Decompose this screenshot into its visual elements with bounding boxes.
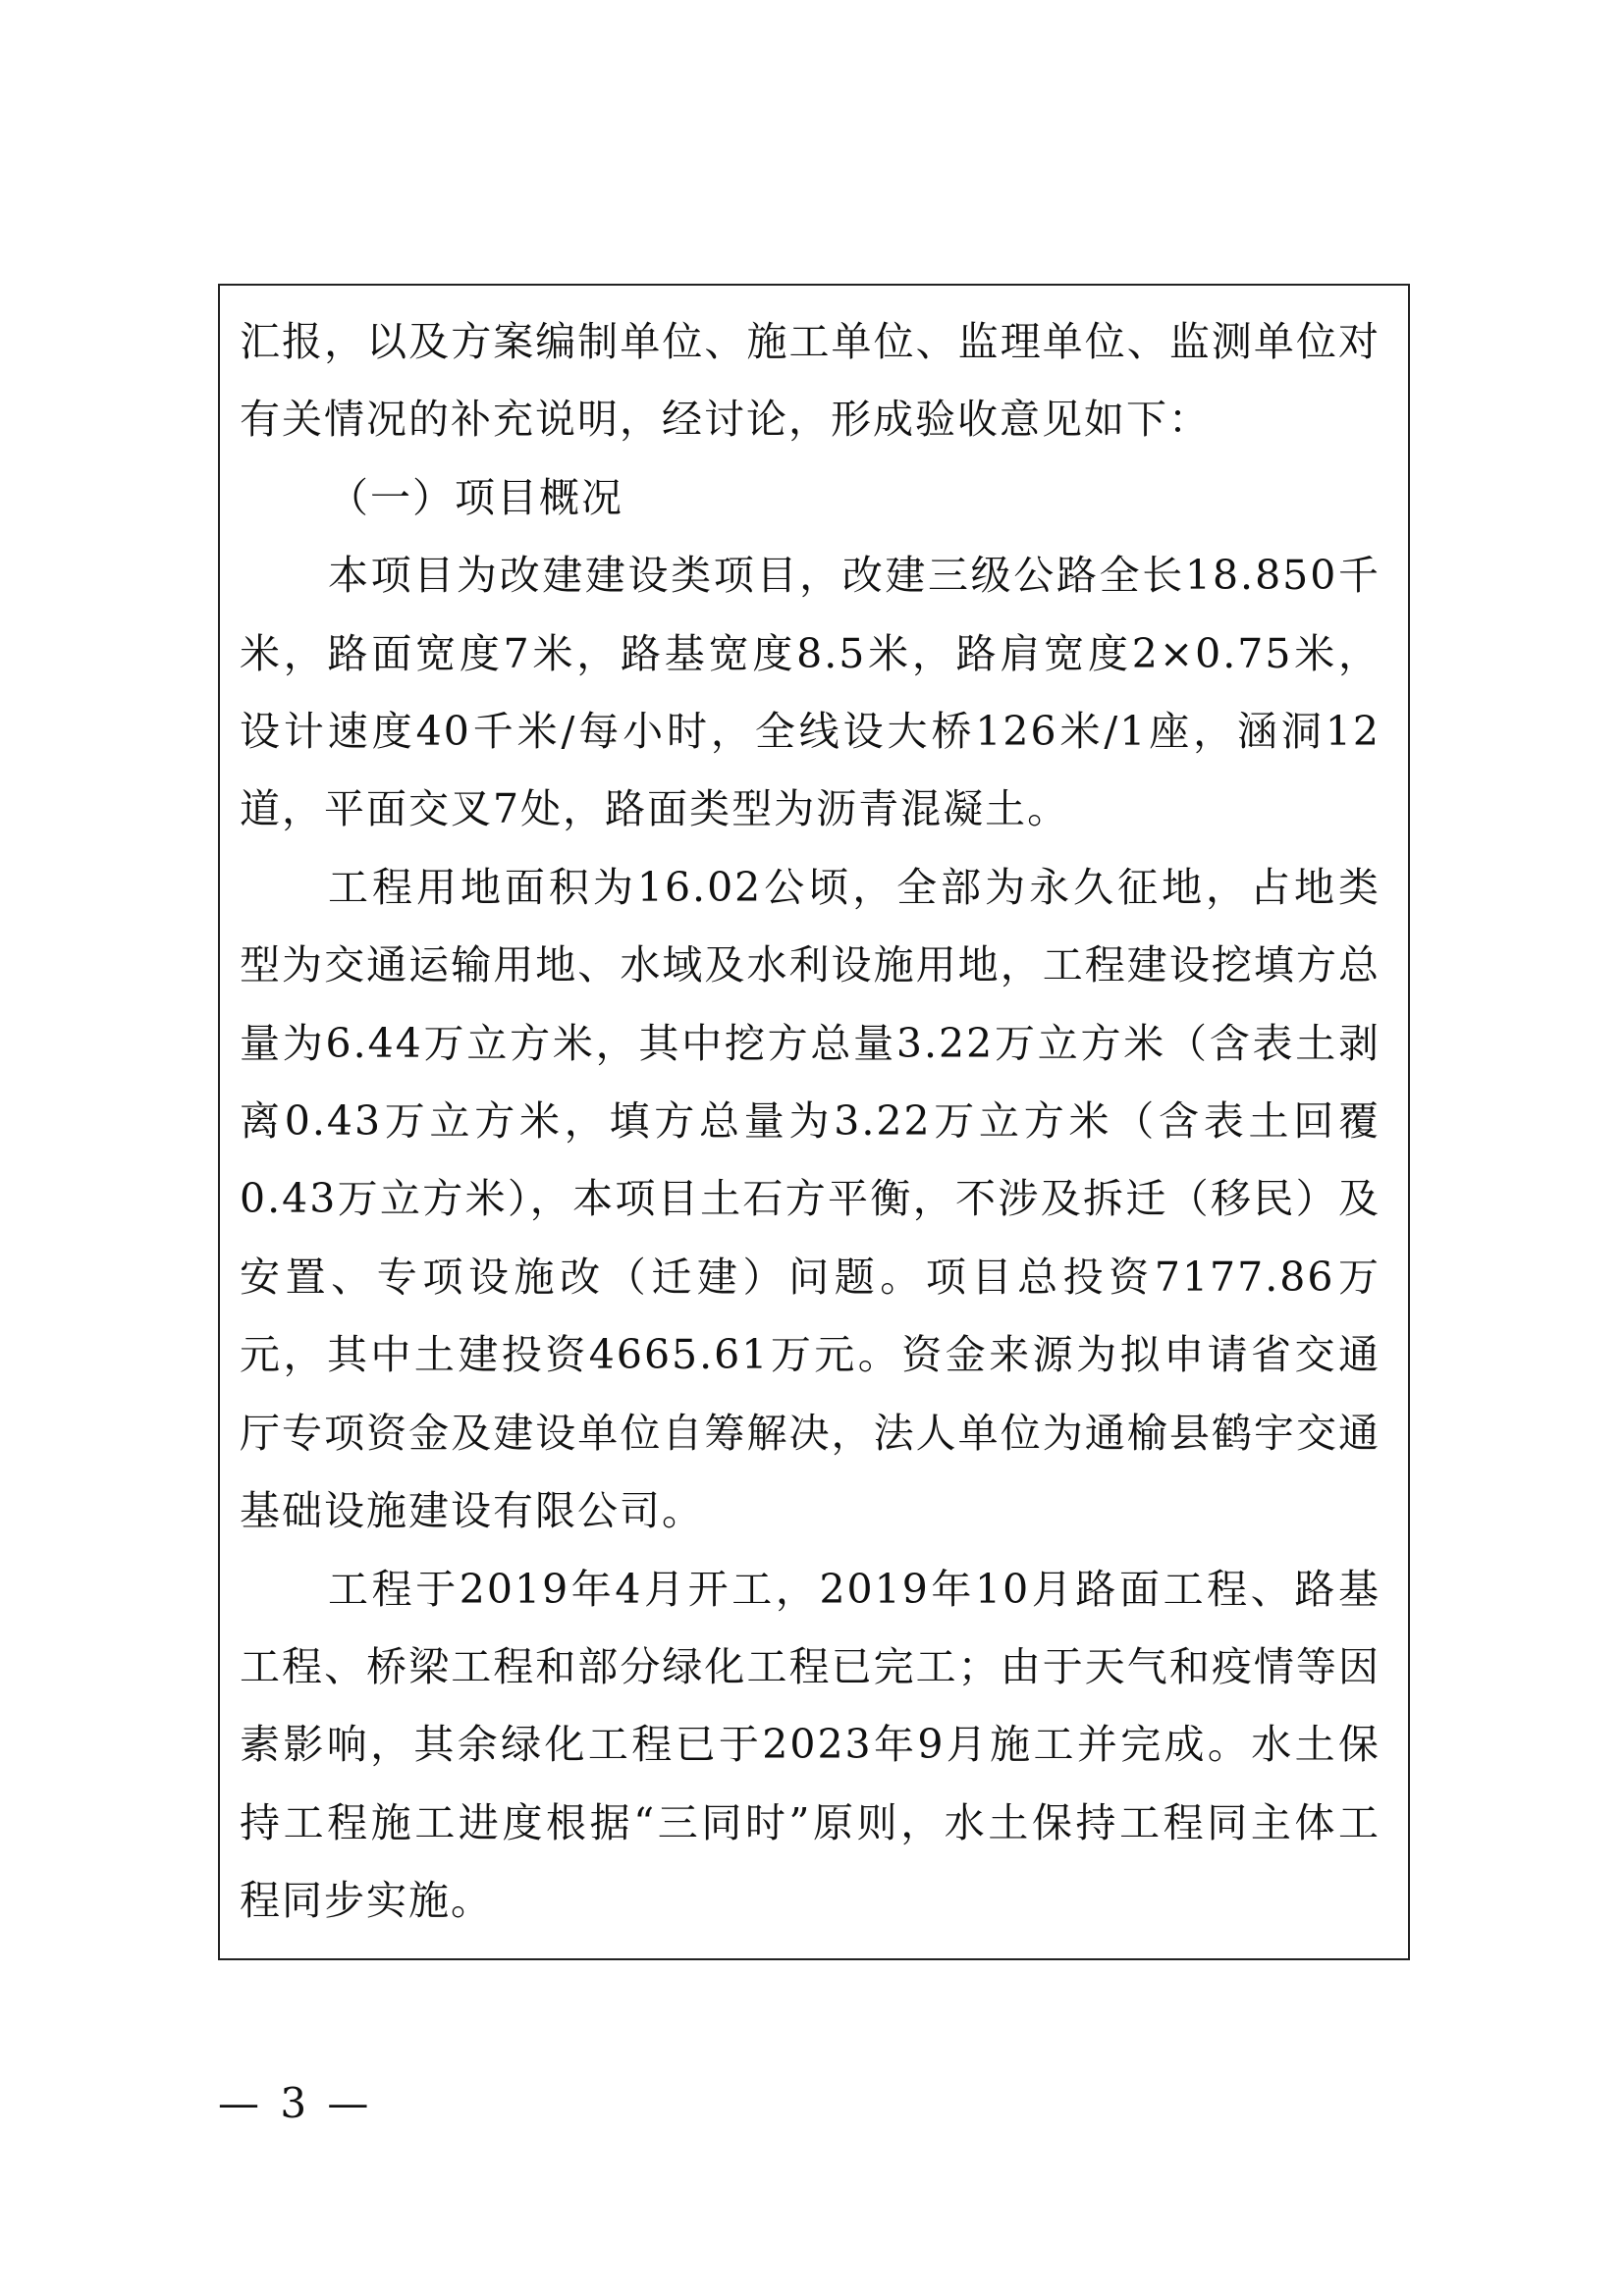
- paragraph-land-and-earthwork: 工程用地面积为16.02公顷，全部为永久征地，占地类型为交通运输用地、水域及水利设施用地，工程建设挖填方总量为6.44万立方米，其中挖方总量3.22万立方米（含表土剥离0.43万立方米，填方总量为3.22万立方米（含表土回覆0.43万立方米），本项目土石方平衡，不涉及拆迁（移民）及安置、专项设施改（迁建）问题。项目总投资7177.86万元，其中土建投资4665.61万元。资金来源为拟申请省交通厅专项资金及建设单位自筹解决，法人单位为通榆县鹤宇交通基础设施建设有限公司。: [240, 863, 1380, 1535]
- body-text: [240, 303, 1380, 1941]
- paragraph-construction-schedule: 工程于2019年4月开工，2019年10月路面工程、路基工程、桥梁工程和部分绿化工程已完工；由于天气和疫情等因素影响，其余绿化工程已于2023年9月施工并完成。水土保持工程施工进度根据“三同时”原则，水土保持工程同主体工程同步实施。: [240, 1565, 1380, 1925]
- content-frame: [218, 284, 1410, 1960]
- paragraph-project-scale: 本项目为改建建设类项目，改建三级公路全长18.850千米，路面宽度7米，路基宽度8.5米，路肩宽度2×0.75米，设计速度40千米/每小时，全线设大桥126米/1座，涵洞12道，平面交叉7处，路面类型为沥青混凝土。: [240, 552, 1380, 833]
- page-number: — 3 —: [218, 2079, 373, 2127]
- paragraph-intro: 汇报，以及方案编制单位、施工单位、监理单位、监测单位对有关情况的补充说明，经讨论，形成验收意见如下：: [240, 318, 1380, 444]
- section-heading: （一）项目概况: [328, 473, 623, 521]
